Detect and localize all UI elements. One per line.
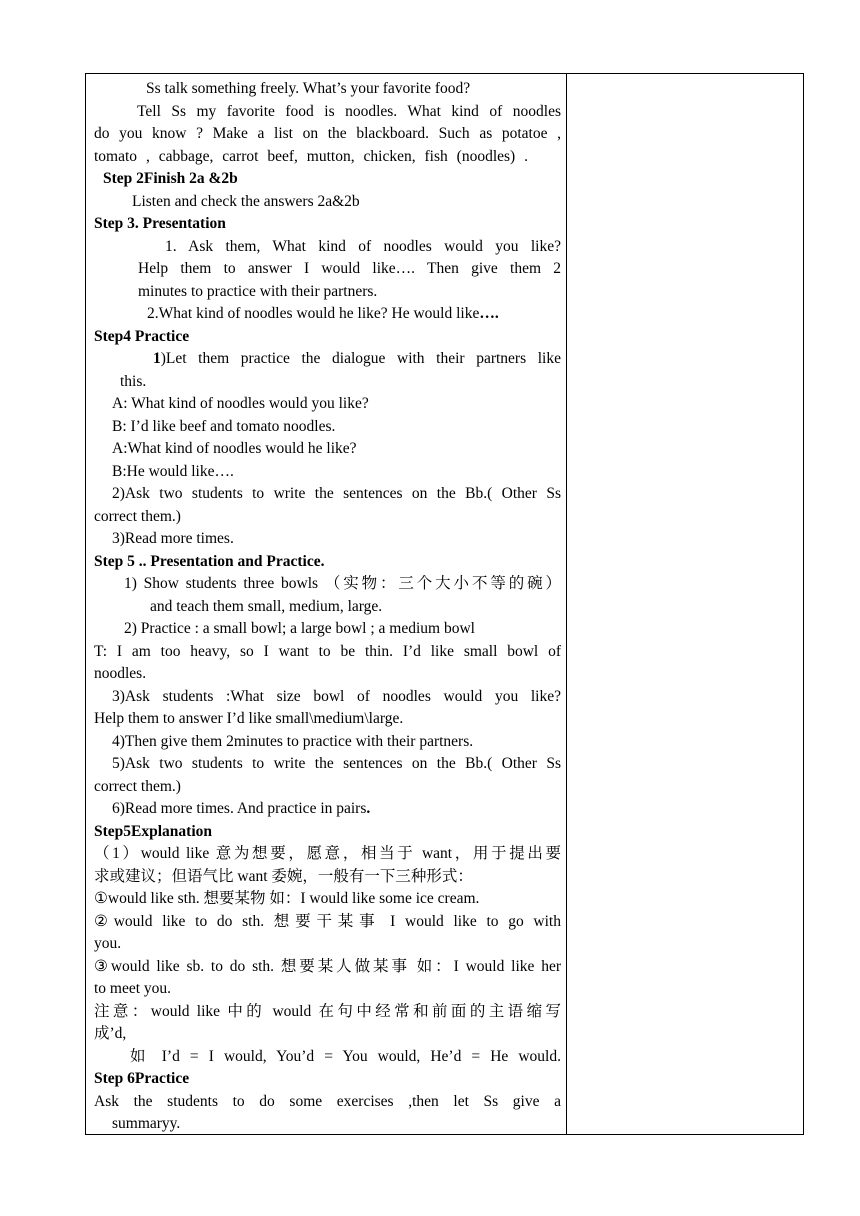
text-line: B: I’d like beef and tomato noodles. [112,417,336,435]
text-line: 2.What kind of noodles would he like? He would like…. [147,305,499,322]
lesson-table [85,73,804,1135]
text-line: 4)Then give them 2minutes to practice with their partners. [112,732,474,750]
text-line: ①would like sth. 想要某物 如：I would like some ice cream. [94,890,480,907]
text-line: noodles. [94,665,147,682]
procedure-cell [94,78,561,1136]
text-line: Ss talk something freely. What’s your favorite food? [146,80,471,97]
text-line: 3)Read more times. [112,530,234,547]
text-line: Help them to answer I’d like small\medium\large. [94,710,404,727]
step-heading: Step 6Practice [94,1070,190,1087]
step-heading: Step 3. Presentation [94,215,226,232]
text-line: tomato , cabbage, carrot beef, mutton, chicken, fish (noodles) . [94,147,528,165]
text-line: 6)Read more times. And practice in pairs. [112,800,371,817]
text-line: Help them to answer I would like…. Then give them 2 [138,260,561,277]
text-line: Listen and check the answers 2a&2b [132,192,360,210]
text-line: 1)Let them practice the dialogue with their partners like [153,350,561,367]
text-line: ②would like to do sth. 想要干某事 I would like to go with [94,912,561,930]
text-line: do you know ? Make a list on the blackboard. Such as potatoe , [94,125,561,142]
text-line: 2)Ask two students to write the sentences on the Bb.( Other Ss [112,485,561,502]
text-line: 5)Ask two students to write the sentences on the Bb.( Other Ss [112,755,561,772]
text-line: and teach them small, medium, large. [150,597,383,615]
text-line: Tell Ss my favorite food is noodles. What kind of noodles [137,102,561,120]
text-line: ③would like sb. to do sth. 想要某人做某事 如：I would like her [94,957,561,975]
text-line: 注意：would like 中的 would 在句中经常和前面的主语缩写 [94,1002,561,1020]
text-line: T: I am too heavy, so I want to be thin. I’d like small bowl of [94,642,561,660]
text-line: 成’d, [94,1025,127,1042]
text-line: A:What kind of noodles would he like? [112,440,357,457]
step-heading: Step 5 .. Presentation and Practice. [94,552,325,570]
text-line: Ask the students to do some exercises ,then let Ss give a [94,1092,561,1110]
text-line: correct them.) [94,777,181,795]
step-heading: Step4 Practice [94,327,190,345]
text-line: B:He would like…. [112,462,234,480]
text-line: （1）would like 意为想要，愿意，相当于 want，用于提出要 [94,845,561,862]
text-line: A: What kind of noodles would you like? [112,395,369,412]
text-line: correct them.) [94,507,181,525]
text-line: 2) Practice : a small bowl; a large bowl ; a medium bowl [124,620,475,637]
text-line: 3)Ask students :What size bowl of noodles would you like? [112,687,561,705]
text-line: 求或建议；但语气比 want 委婉，一般有一下三种形式： [94,867,473,885]
text-line: minutes to practice with their partners. [138,282,378,300]
text-line: summaryy. [112,1115,181,1132]
step-heading: Step 2Finish 2a &2b [103,170,238,187]
text-line: 1. Ask them, What kind of noodles would you like? [165,237,561,255]
text-line: 1) Show students three bowls （实物：三个大小不等的碗） [124,575,561,592]
text-line: you. [94,935,122,952]
text-line: 如 I’d = I would, You’d = You would, He’d = He would. [130,1047,561,1065]
text-line: to meet you. [94,980,172,997]
step-heading: Step5Explanation [94,822,213,840]
text-line: this. [120,372,147,390]
notes-cell [567,74,803,1134]
